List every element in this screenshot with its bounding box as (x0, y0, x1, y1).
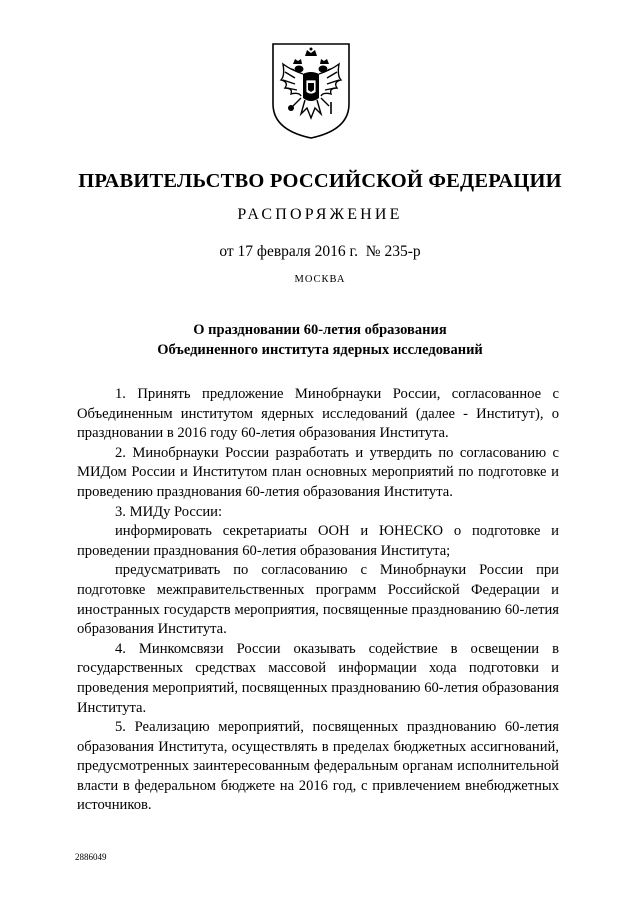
coat-of-arms-emblem (271, 42, 351, 140)
subject-line-2: Объединенного института ядерных исследований (157, 342, 483, 358)
paragraph-2: 2. Минобрнауки России разработать и утвердить по согласованию с МИДом России и Институтом план основных мероприятий по подготовке и проведению празднования 60-летия образования Института. (77, 444, 559, 500)
document-subject (0, 320, 640, 360)
document-body (77, 385, 559, 816)
paragraph-3: 3. МИДу России: (115, 503, 223, 520)
paragraph-1: 1. Принять предложение Минобрнауки России, согласованное с Объединенным институтом ядерных исследований (далее - Институт), о праздновании в 2016 году 60-летия образования Института. (77, 386, 559, 442)
document-city: МОСКВА (294, 274, 346, 285)
document-code: 2886049 (75, 852, 107, 862)
paragraph-4: 4. Минкомсвязи России оказывать содействие в освещении в государственных средствах массовой информации хода подготовки и проведения мероприятий, посвященных празднованию 60-летия образования Института. (77, 640, 559, 716)
subject-line-1: О праздновании 60-летия образования (193, 322, 447, 338)
document-date-number: от 17 февраля 2016 г. № 235-р (219, 243, 421, 260)
paragraph-3-item-1: информировать секретариаты ООН и ЮНЕСКО о подготовке и проведении празднования 60-летия образования Института; (77, 523, 559, 559)
paragraph-5: 5. Реализацию мероприятий, посвященных празднованию 60-летия образования Института, осуществлять в пределах бюджетных ассигнований, предусмотренных заинтересованным федеральным органам исполнительной власти в федеральном бюджете на 2016 год, с привлечением внебюджетных источников. (77, 719, 559, 814)
paragraph-3-item-2: предусматривать по согласованию с Минобрнауки России при подготовке межправительственных программ Российской Федерации и иностранных государств мероприятия, посвященные празднованию 60-летия образования Института. (77, 562, 559, 638)
issuing-authority-title: ПРАВИТЕЛЬСТВО РОССИЙСКОЙ ФЕДЕРАЦИИ (78, 170, 562, 192)
document-type-title: РАСПОРЯЖЕНИЕ (237, 206, 403, 223)
